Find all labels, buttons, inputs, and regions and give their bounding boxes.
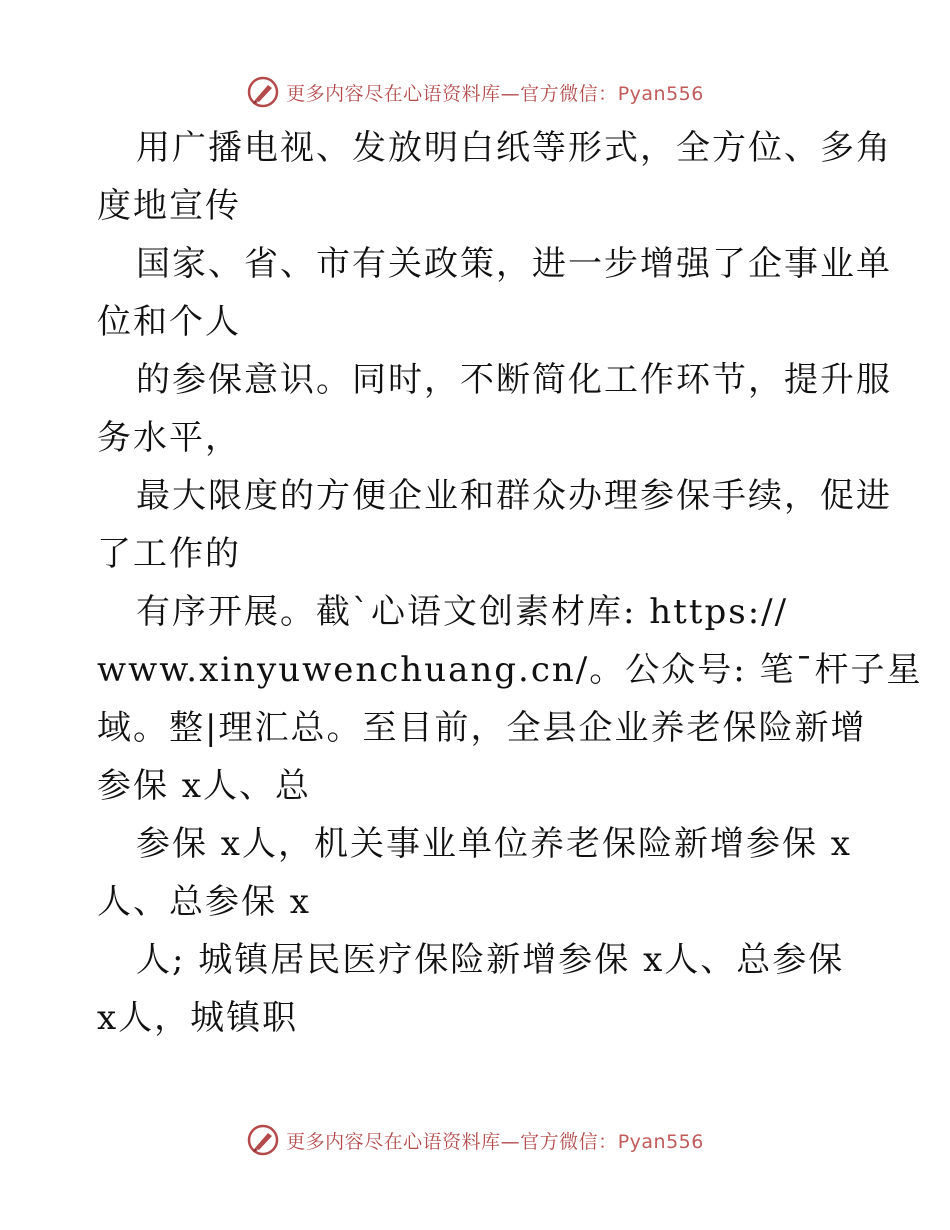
footer-banner	[0, 1120, 950, 1160]
footer-banner-title: 更多内容尽在心语资料库	[286, 1130, 501, 1153]
body-line: 用广播电视、发放明白纸等形式，全方位、多角	[136, 128, 892, 168]
header-banner-text	[286, 79, 704, 106]
body-line: 务水平，	[97, 418, 241, 458]
body-line: 国家、省、市有关政策，进一步增强了企事业单	[136, 244, 892, 284]
body-line: 了工作的	[97, 534, 241, 574]
body-line: 的参保意识。同时，不断简化工作环节，提升服	[136, 360, 892, 400]
body-line: 最大限度的方便企业和群众办理参保手续，促进	[136, 476, 892, 516]
body-line: 参保 x人、总	[97, 766, 311, 806]
footer-banner-separator: —	[500, 1130, 521, 1153]
header-banner-separator: —	[500, 82, 521, 105]
header-banner-wechat-id: Pyan556	[617, 82, 704, 105]
header-banner-wechat-label: 官方微信：	[520, 82, 618, 105]
body-line: 人; 城镇居民医疗保险新增参保 x人、总参保	[136, 940, 845, 980]
body-line: 域。整|理汇总。至目前，全县企业养老保险新增	[97, 708, 867, 748]
body-line: 位和个人	[97, 302, 241, 342]
header-banner-title: 更多内容尽在心语资料库	[286, 82, 501, 105]
pen-circle-logo-icon	[246, 1123, 280, 1157]
pen-circle-logo-icon	[246, 75, 280, 109]
footer-banner-wechat-id: Pyan556	[617, 1130, 704, 1153]
body-line: www.xinyuwenchuang.cn/。公众号: 笔¯杆子星	[97, 650, 923, 690]
body-line: 参保 x人，机关事业单位养老保险新增参保 x	[136, 824, 852, 864]
body-line: 人、总参保 x	[97, 882, 311, 922]
body-line: 度地宣传	[97, 186, 241, 226]
body-line: x人，城镇职	[97, 998, 299, 1038]
header-banner	[0, 72, 950, 112]
footer-banner-wechat-label: 官方微信：	[520, 1130, 618, 1153]
footer-banner-text	[286, 1127, 704, 1154]
body-line: 有序开展。截ˋ心语文创素材库: https://	[136, 592, 789, 632]
